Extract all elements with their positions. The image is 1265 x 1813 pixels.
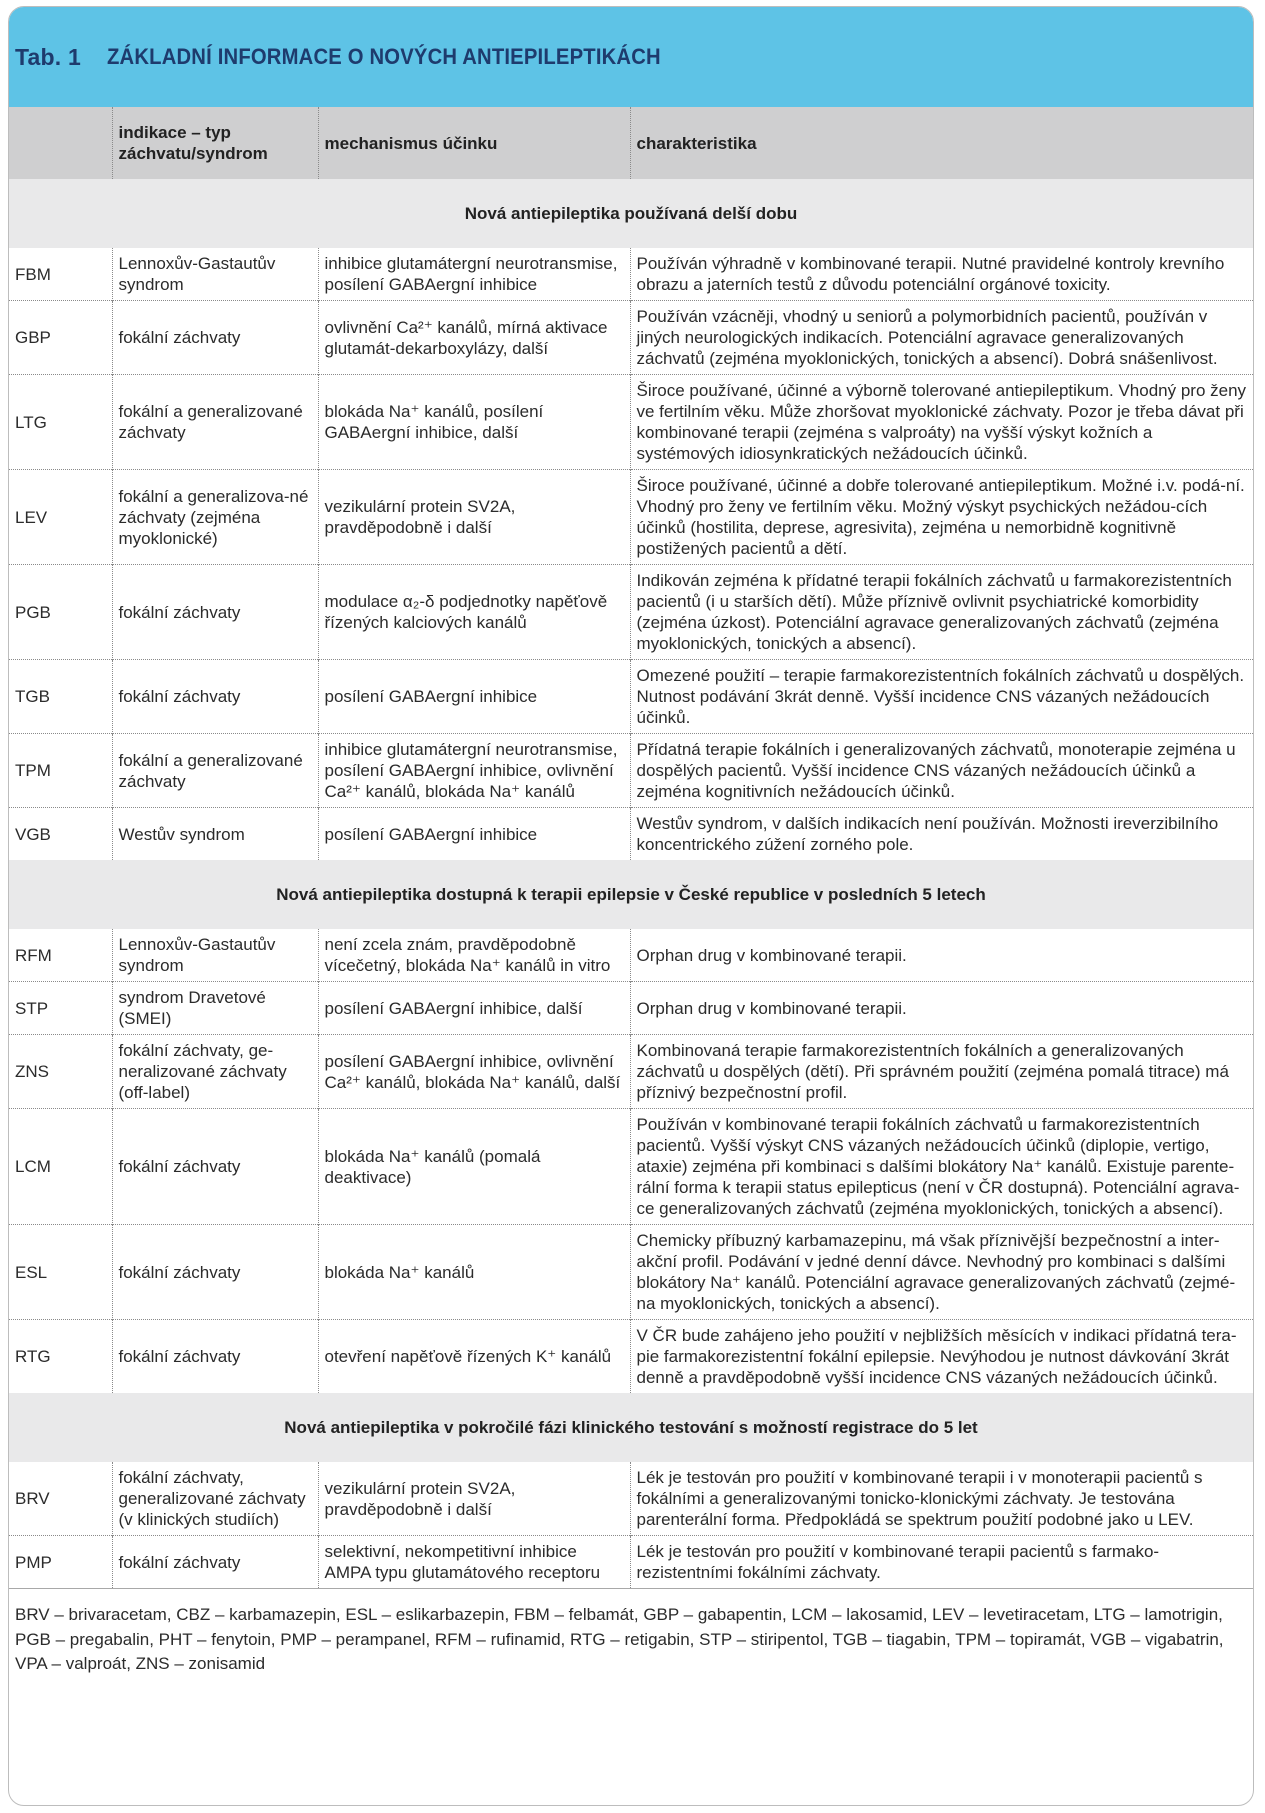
mechanism-cell: inhibice glutamátergní neurotransmise, posílení GABAergní inhibice: [318, 248, 630, 301]
characteristic-cell: Přídatná terapie fokálních i generalizovaných záchvatů, monoterapie zejména u dospělých pacientů. Vyšší incidence CNS vázaných nežádoucích účinků a zejména kognitivních nežádoucích účinků.: [630, 734, 1253, 808]
drug-abbreviation-cell: ZNS: [9, 1035, 112, 1109]
characteristic-cell: V ČR bude zahájeno jeho použití v nejbližších měsících v indikaci přídatná tera-pie farmakorezistentní fokální epilepsie. Nevýhodou je nutnost dávkování 3krát denně a pravděpodobně vyšší incidence CNS vázaných nežádoucích účinků.: [630, 1320, 1253, 1394]
drug-abbreviation-cell: STP: [9, 982, 112, 1035]
indication-cell: fokální záchvaty, generalizované záchvaty (v klinických studiích): [112, 1462, 318, 1536]
section-heading-row: [9, 860, 1253, 929]
drug-abbreviation-cell: TPM: [9, 734, 112, 808]
table-row: [9, 1225, 1253, 1320]
mechanism-cell: inhibice glutamátergní neurotransmise, posílení GABAergní inhibice, ovlivnění Ca²⁺ kanálů, blokáda Na⁺ kanálů: [318, 734, 630, 808]
indication-cell: fokální záchvaty, ge-neralizované záchvaty (off-label): [112, 1035, 318, 1109]
characteristic-cell: Kombinovaná terapie farmakorezistentních fokálních a generalizovaných záchvatů u dospělých (dětí). Při správném použití (zejména pomalá titrace) má příznivý bezpečnostní profil.: [630, 1035, 1253, 1109]
mechanism-cell: selektivní, nekompetitivní inhibice AMPA typu glutamátového receptoru: [318, 1536, 630, 1589]
table-row: [9, 375, 1253, 470]
header-characteristic: charakteristika: [630, 107, 1253, 179]
header-row: [9, 107, 1253, 179]
indication-cell: fokální záchvaty: [112, 1320, 318, 1394]
table-row: [9, 565, 1253, 660]
table-frame: [8, 6, 1254, 1806]
drug-abbreviation-cell: LCM: [9, 1109, 112, 1225]
characteristic-cell: Používán v kombinované terapii fokálních záchvatů u farmakorezistentních pacientů. Vyšší výskyt CNS vázaných nežádoucích účinků (diplopie, vertigo, ataxie) zejména při kombinaci s dalšími blokátory Na⁺ kanálů. Existuje parente-rální forma k terapii status epilepticus (není v ČR dostupná). Potenciální agrava-ce generalizovaných záchvatů (zejména myoklonických, tonických a absencí).: [630, 1109, 1253, 1225]
table-row: [9, 808, 1253, 861]
drug-abbreviation-cell: PMP: [9, 1536, 112, 1589]
table-title-bar: [9, 7, 1253, 107]
characteristic-cell: Orphan drug v kombinované terapii.: [630, 982, 1253, 1035]
section-heading: Nová antiepileptika v pokročilé fázi klinického testování s možností registrace do 5 let: [9, 1393, 1253, 1462]
table-row: [9, 1462, 1253, 1536]
drug-abbreviation-cell: LEV: [9, 470, 112, 565]
indication-cell: fokální záchvaty: [112, 301, 318, 375]
table-title: ZÁKLADNÍ INFORMACE O NOVÝCH ANTIEPILEPTIKÁCH: [106, 44, 661, 69]
characteristic-cell: Široce používané, účinné a dobře tolerované antiepileptikum. Možné i.v. podá-ní. Vhodný pro ženy ve fertilním věku. Možný výskyt psychických nežádou-cích účinků (hostilita, deprese, agresivita), zejména u nemorbidně kognitivně postižených pacientů a dětí.: [630, 470, 1253, 565]
mechanism-cell: posílení GABAergní inhibice: [318, 660, 630, 734]
characteristic-cell: Lék je testován pro použití v kombinované terapii pacientů s farmako-rezistentními fokálními záchvaty.: [630, 1536, 1253, 1589]
table-row: [9, 301, 1253, 375]
indication-cell: Westův syndrom: [112, 808, 318, 861]
mechanism-cell: blokáda Na⁺ kanálů, posílení GABAergní inhibice, další: [318, 375, 630, 470]
characteristic-cell: Široce používané, účinné a výborně tolerované antiepileptikum. Vhodný pro ženy ve fertilním věku. Může zhoršovat myoklonické záchvaty. Pozor je třeba dávat při kombinované terapii (zejména s valproáty) na vyšší výskyt kožních a systémových idiosynkratických nežádoucích účinků.: [630, 375, 1253, 470]
mechanism-cell: ovlivnění Ca²⁺ kanálů, mírná aktivace glutamát-dekarboxylázy, další: [318, 301, 630, 375]
mechanism-cell: modulace α₂-δ podjednotky napěťově řízených kalciových kanálů: [318, 565, 630, 660]
table-body: [9, 179, 1253, 1588]
mechanism-cell: posílení GABAergní inhibice, další: [318, 982, 630, 1035]
indication-cell: fokální a generalizované záchvaty: [112, 375, 318, 470]
section-heading: Nová antiepileptika dostupná k terapii epilepsie v České republice v posledních 5 letech: [9, 860, 1253, 929]
indication-cell: Lennoxův-Gastautův syndrom: [112, 929, 318, 982]
table-row: [9, 1320, 1253, 1394]
characteristic-cell: Chemicky příbuzný karbamazepinu, má však příznivější bezpečnostní a inter-akční profil. Podávání v jedné denní dávce. Nevhodný pro kombinaci s dalšími blokátory Na⁺ kanálů. Potenciální agravace generalizovaných záchvatů (zejmé-na myoklonických, tonických a absencí).: [630, 1225, 1253, 1320]
indication-cell: fokální a generalizované záchvaty: [112, 734, 318, 808]
header-indication: indikace – typ záchvatu/syndrom: [112, 107, 318, 179]
header-mechanism: mechanismus účinku: [318, 107, 630, 179]
indication-cell: fokální záchvaty: [112, 1109, 318, 1225]
drug-abbreviation-cell: PGB: [9, 565, 112, 660]
characteristic-cell: Orphan drug v kombinované terapii.: [630, 929, 1253, 982]
table-row: [9, 982, 1253, 1035]
abbreviations-footnote: BRV – brivaracetam, CBZ – karbamazepin, ESL – eslikarbazepin, FBM – felbamát, GBP – gabapentin, LCM – lakosamid, LEV – levetiracetam, LTG – lamotrigin, PGB – pregabalin, PHT – fenytoin, PMP – perampanel, RFM – rufinamid, RTG – retigabin, STP – stiripentol, TGB – tiagabin, TPM – topiramát, VGB – vigabatrin, VPA – valproát, ZNS – zonisamid: [9, 1588, 1253, 1677]
section-heading-row: [9, 179, 1253, 248]
mechanism-cell: vezikulární protein SV2A, pravděpodobně i další: [318, 1462, 630, 1536]
drug-abbreviation-cell: TGB: [9, 660, 112, 734]
table-row: [9, 929, 1253, 982]
drug-abbreviation-cell: FBM: [15, 264, 51, 284]
section-heading: Nová antiepileptika používaná delší dobu: [9, 179, 1253, 248]
table-row: [9, 660, 1253, 734]
characteristic-cell: Indikován zejména k přídatné terapii fokálních záchvatů u farmakorezistentních pacientů (i u starších dětí). Může příznivě ovlivnit psychiatrické komorbidity (zejména úzkost). Potenciální agravace generalizovaných záchvatů (zejména myoklonických, tonických a absencí).: [630, 565, 1253, 660]
drug-abbreviation-cell: BRV: [15, 1489, 50, 1508]
drug-abbreviation-cell: RFM: [15, 945, 52, 965]
table-row: [9, 470, 1253, 565]
characteristic-cell: Používán výhradně v kombinované terapii. Nutné pravidelné kontroly krevního obrazu a jaterních testů z důvodu potenciální orgánové toxicity.: [630, 248, 1253, 301]
indication-cell: fokální záchvaty: [112, 1225, 318, 1320]
drug-abbreviation-cell: VGB: [9, 808, 112, 861]
mechanism-cell: vezikulární protein SV2A, pravděpodobně i další: [318, 470, 630, 565]
characteristic-cell: Lék je testován pro použití v kombinované terapii i v monoterapii pacientů s fokálními a generalizovanými tonicko-klonickými záchvaty. Je testována parenterální forma. Předpokládá se spektrum použití podobné jako u LEV.: [630, 1462, 1253, 1536]
antiepileptics-table: [9, 107, 1253, 1588]
mechanism-cell: není zcela znám, pravděpodobně vícečetný, blokáda Na⁺ kanálů in vitro: [318, 929, 630, 982]
mechanism-cell: otevření napěťově řízených K⁺ kanálů: [318, 1320, 630, 1394]
table-row: [9, 734, 1253, 808]
mechanism-cell: posílení GABAergní inhibice, ovlivnění Ca²⁺ kanálů, blokáda Na⁺ kanálů, další: [318, 1035, 630, 1109]
drug-abbreviation-cell: LTG: [9, 375, 112, 470]
indication-cell: fokální záchvaty: [112, 660, 318, 734]
table-row: [9, 248, 1253, 301]
mechanism-cell: posílení GABAergní inhibice: [318, 808, 630, 861]
drug-abbreviation-cell: ESL: [9, 1225, 112, 1320]
table-row: [9, 1536, 1253, 1589]
header-abbr: [9, 107, 112, 179]
characteristic-cell: Používán vzácněji, vhodný u seniorů a polymorbidních pacientů, používán v jiných neurologických indikacích. Potenciální agravace generalizovaných záchvatů (zejména myoklonických, tonických a absencí). Dobrá snášenlivost.: [630, 301, 1253, 375]
table-row: [9, 1035, 1253, 1109]
indication-cell: Lennoxův-Gastautův syndrom: [112, 248, 318, 301]
indication-cell: syndrom Dravetové (SMEI): [112, 982, 318, 1035]
section-heading-row: [9, 1393, 1253, 1462]
characteristic-cell: Westův syndrom, v dalších indikacích není používán. Možnosti ireverzibilního koncentrického zúžení zorného pole.: [630, 808, 1253, 861]
indication-cell: fokální a generalizova-né záchvaty (zejména myoklonické): [112, 470, 318, 565]
table-number: Tab. 1: [15, 43, 81, 70]
table-row: [9, 1109, 1253, 1225]
indication-cell: fokální záchvaty: [112, 1536, 318, 1589]
drug-abbreviation-cell: RTG: [9, 1320, 112, 1394]
mechanism-cell: blokáda Na⁺ kanálů: [318, 1225, 630, 1320]
characteristic-cell: Omezené použití – terapie farmakorezistentních fokálních záchvatů u dospělých. Nutnost podávání 3krát denně. Vyšší incidence CNS vázaných nežádoucích účinků.: [630, 660, 1253, 734]
indication-cell: fokální záchvaty: [112, 565, 318, 660]
drug-abbreviation-cell: GBP: [9, 301, 112, 375]
mechanism-cell: blokáda Na⁺ kanálů (pomalá deaktivace): [318, 1109, 630, 1225]
